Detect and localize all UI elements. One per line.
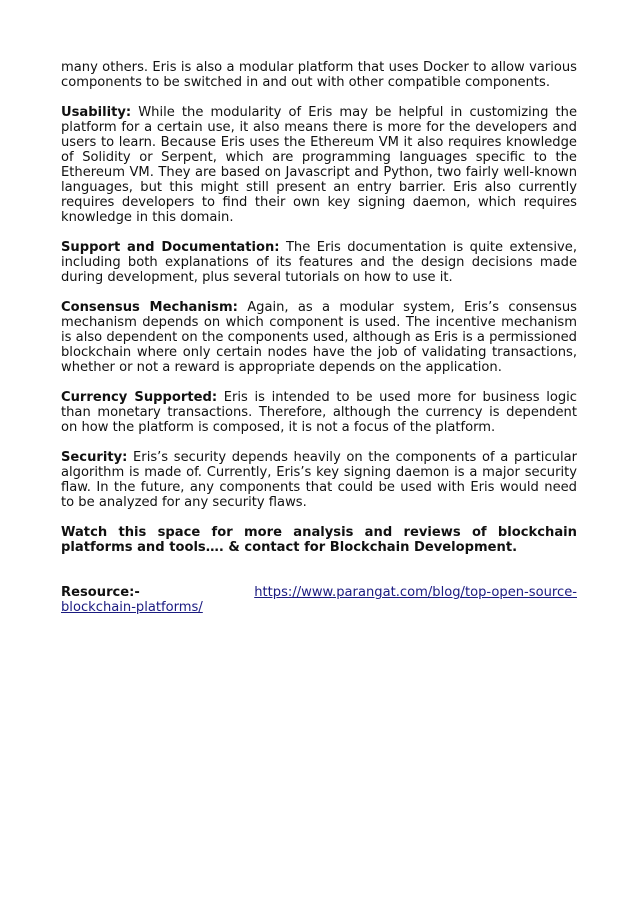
currency-supported-text: Eris is intended to be used more for business logic than monetary transactions. Therefore, although the currency is dependent on how the platform is composed, it is not a focus of the platform. [61,390,577,435]
consensus-mechanism-section [61,300,577,375]
support-documentation-section [61,240,577,285]
usability-label: Usability: [61,105,132,120]
currency-supported-section [61,390,577,435]
usability-text: While the modularity of Eris may be helpful in customizing the platform for a certain use, it also means there is more for the developers and users to learn. Because Eris uses the Ethereum VM it also requires knowledge of Solidity or Serpent, which are programming languages specific to the Ethereum VM. They are based on Javascript and Python, two fairly well-known languages, but this might still present an entry barrier. Eris also currently requires developers to find their own key signing daemon, which requires knowledge in this domain. [61,105,577,225]
security-label: Security: [61,450,128,465]
security-section [61,450,577,510]
intro-text: many others. Eris is also a modular platform that uses Docker to allow various components to be switched in and out with other compatible components. [61,60,577,90]
usability-section [61,105,577,225]
support-documentation-label: Support and Documentation: [61,240,280,255]
resource-label: Resource:- [61,585,140,600]
security-text: Eris’s security depends heavily on the components of a particular algorithm is made of. Currently, Eris’s key signing daemon is a major security flaw. In the future, any components that could be used with Eris would need to be analyzed for any security flaws. [61,450,577,510]
closing-call-to-action [61,525,577,555]
resource-line [61,585,577,615]
support-documentation-text: The Eris documentation is quite extensive, including both explanations of its features and the design decisions made during development, plus several tutorials on how to use it. [61,240,577,285]
consensus-mechanism-text: Again, as a modular system, Eris’s consensus mechanism depends on which component is used. The incentive mechanism is also dependent on the components used, although as Eris is a permissioned blockchain where only certain nodes have the job of validating transactions, whether or not a reward is appropriate depends on the application. [61,300,577,375]
closing-text: Watch this space for more analysis and reviews of blockchain platforms and tools…. & contact for Blockchain Development. [61,525,577,555]
resource-link[interactable]: https://www.parangat.com/blog/top-open-source-blockchain-platforms/ [61,585,577,615]
intro-paragraph [61,60,577,90]
consensus-mechanism-label: Consensus Mechanism: [61,300,238,315]
document-page [61,60,577,615]
currency-supported-label: Currency Supported: [61,390,218,405]
